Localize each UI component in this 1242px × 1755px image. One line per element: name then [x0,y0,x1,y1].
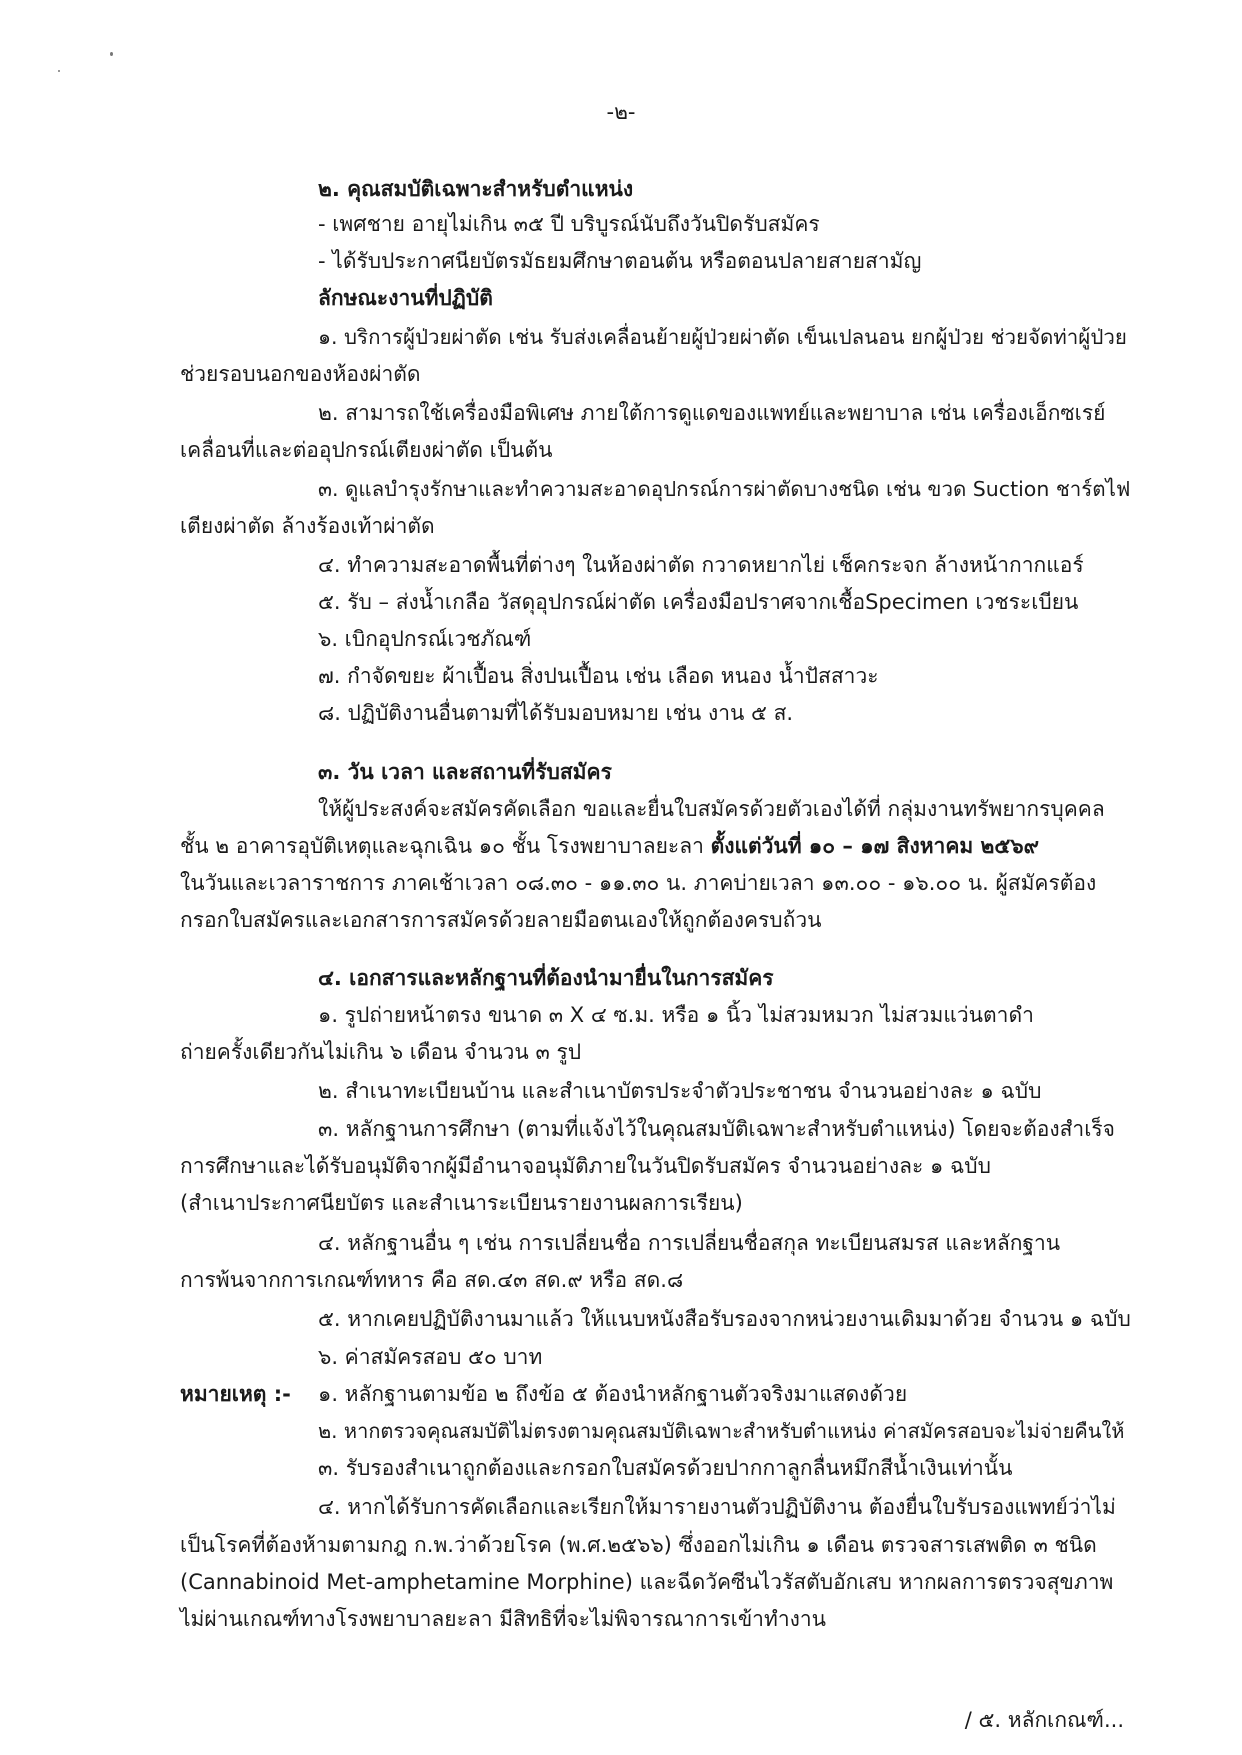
qualification-item: - ได้รับประกาศนียบัตรมัธยมศึกษาตอนต้น หรือตอนปลายสายสามัญ [318,249,922,273]
document-item: ๔. หลักฐานอื่น ๆ เช่น การเปลี่ยนชื่อ การเปลี่ยนชื่อสกุล ทะเบียนสมรส และหลักฐาน [318,1231,1061,1255]
note-item: ๓. รับรองสำเนาถูกต้องและกรอกใบสมัครด้วยปากกาลูกลื่นหมึกสีน้ำเงินเท่านั้น [318,1456,1013,1480]
duties-heading: ลักษณะงานที่ปฏิบัติ [318,286,493,310]
document-item: ๕. หากเคยปฏิบัติงานมาแล้ว ให้แนบหนังสือรับรองจากหน่วยงานเดิมมาด้วย จำนวน ๑ ฉบับ [318,1307,1131,1331]
document-item-continued: ถ่ายครั้งเดียวกันไม่เกิน ๖ เดือน จำนวน ๓ รูป [180,1040,582,1064]
document-item: ๒. สำเนาทะเบียนบ้าน และสำเนาบัตรประจำตัวประชาชน จำนวนอย่างละ ๑ ฉบับ [318,1079,1042,1103]
note-item: ๒. หากตรวจคุณสมบัติไม่ตรงตามคุณสมบัติเฉพาะสำหรับตำแหน่ง ค่าสมัครสอบจะไม่จ่ายคืนให้ [318,1419,1125,1443]
note-item: ๑. หลักฐานตามข้อ ๒ ถึงข้อ ๕ ต้องนำหลักฐานตัวจริงมาแสดงด้วย [318,1382,908,1406]
document-item-continued: การพ้นจากการเกณฑ์ทหาร คือ สด.๔๓ สด.๙ หรือ สด.๘ [180,1268,684,1292]
document-item-continued: การศึกษาและได้รับอนุมัติจากผู้มีอำนาจอนุมัติภายในวันปิดรับสมัคร จำนวนอย่างละ ๑ ฉบับ [180,1154,991,1178]
duty-item-continued: ช่วยรอบนอกของห้องผ่าตัด [180,362,421,386]
note-item-continued: (Cannabinoid Met-amphetamine Morphine) และฉีดวัคซีนไวรัสตับอักเสบ หากผลการตรวจสุขภาพ [180,1570,1114,1594]
section3-text [180,831,1039,861]
duty-item: ๕. รับ – ส่งน้ำเกลือ วัสดุอุปกรณ์ผ่าตัด เครื่องมือปราศจากเชื้อSpecimen เวชระเบียน [318,590,1079,614]
scan-speck [58,70,60,72]
section3-text: ในวันและเวลาราชการ ภาคเช้าเวลา ๐๘.๓๐ - ๑๑.๓๐ น. ภาคบ่ายเวลา ๑๓.๐๐ - ๑๖.๐๐ น. ผู้สมัครต้อง [180,871,1097,895]
duty-item: ๑. บริการผู้ป่วยผ่าตัด เช่น รับส่งเคลื่อนย้ายผู้ป่วยผ่าตัด เข็นเปลนอน ยกผู้ป่วย ช่วยจัดท่าผู้ป่วย [318,325,1127,349]
application-dates: ตั้งแต่วันที่ ๑๐ – ๑๗ สิงหาคม ๒๕๖๙ [710,834,1039,858]
section3-location: ชั้น ๒ อาคารอุบัติเหตุและฉุกเฉิน ๑๐ ชั้น โรงพยาบาลยะลา [180,834,711,858]
duty-item: ๘. ปฏิบัติงานอื่นตามที่ได้รับมอบหมาย เช่น งาน ๕ ส. [318,701,794,725]
note-item-continued: ไม่ผ่านเกณฑ์ทางโรงพยาบาลยะลา มีสิทธิที่จะไม่พิจารณาการเข้าทำงาน [180,1607,827,1631]
document-item: ๖. ค่าสมัครสอบ ๕๐ บาท [318,1345,543,1369]
section2-heading: ๒. คุณสมบัติเฉพาะสำหรับตำแหน่ง [318,177,634,201]
duty-item: ๒. สามารถใช้เครื่องมือพิเศษ ภายใต้การดูแดของแพทย์และพยาบาล เช่น เครื่องเอ็กซเรย์ [318,401,1106,425]
document-item-continued: (สำเนาประกาศนียบัตร และสำเนาระเบียนรายงานผลการเรียน) [180,1191,743,1215]
page-number: -๒- [606,100,636,124]
document-item: ๓. หลักฐานการศึกษา (ตามที่แจ้งไว้ในคุณสมบัติเฉพาะสำหรับตำแหน่ง) โดยจะต้องสำเร็จ [318,1117,1115,1141]
duty-item: ๔. ทำความสะอาดพื้นที่ต่างๆ ในห้องผ่าตัด กวาดหยากไย่ เช็คกระจก ล้างหน้ากากแอร์ [318,553,1084,577]
scan-speck [110,52,113,56]
next-page-reference: / ๕. หลักเกณฑ์... [964,1708,1124,1732]
qualification-item: - เพศชาย อายุไม่เกิน ๓๕ ปี บริบูรณ์นับถึงวันปิดรับสมัคร [318,212,820,236]
section3-heading: ๓. วัน เวลา และสถานที่รับสมัคร [318,760,612,784]
duty-item-continued: เตียงผ่าตัด ล้างร้องเท้าผ่าตัด [180,514,435,538]
duty-item: ๓. ดูแลบำรุงรักษาและทำความสะอาดอุปกรณ์การผ่าตัดบางชนิด เช่น ขวด Suction ชาร์ตไฟ [318,477,1131,501]
note-item: ๔. หากได้รับการคัดเลือกและเรียกให้มารายงานตัวปฏิบัติงาน ต้องยื่นใบรับรองแพทย์ว่าไม่ [318,1495,1116,1519]
section3-text: กรอกใบสมัครและเอกสารการสมัครด้วยลายมือตนเองให้ถูกต้องครบถ้วน [180,908,822,932]
section3-text: ให้ผู้ประสงค์จะสมัครคัดเลือก ขอและยื่นใบสมัครด้วยตัวเองได้ที่ กลุ่มงานทรัพยากรบุคคล [318,797,1105,821]
duty-item-continued: เคลื่อนที่และต่ออุปกรณ์เตียงผ่าตัด เป็นต้น [180,438,553,462]
note-item-continued: เป็นโรคที่ต้องห้ามตามกฎ ก.พ.ว่าด้วยโรค (พ.ศ.๒๕๖๖) ซึ่งออกไม่เกิน ๑ เดือน ตรวจสารเสพติด ๓ ชนิด [180,1533,1097,1557]
section4-heading: ๔. เอกสารและหลักฐานที่ต้องนำมายื่นในการสมัคร [318,966,774,990]
notes-label: หมายเหตุ :- [180,1382,291,1406]
duty-item: ๗. กำจัดขยะ ผ้าเปื้อน สิ่งปนเปื้อน เช่น เลือด หนอง น้ำปัสสาวะ [318,664,879,688]
duty-item: ๖. เบิกอุปกรณ์เวชภัณฑ์ [318,627,532,651]
document-item: ๑. รูปถ่ายหน้าตรง ขนาด ๓ X ๔ ซ.ม. หรือ ๑ นิ้ว ไม่สวมหมวก ไม่สวมแว่นตาดำ [318,1003,1034,1027]
